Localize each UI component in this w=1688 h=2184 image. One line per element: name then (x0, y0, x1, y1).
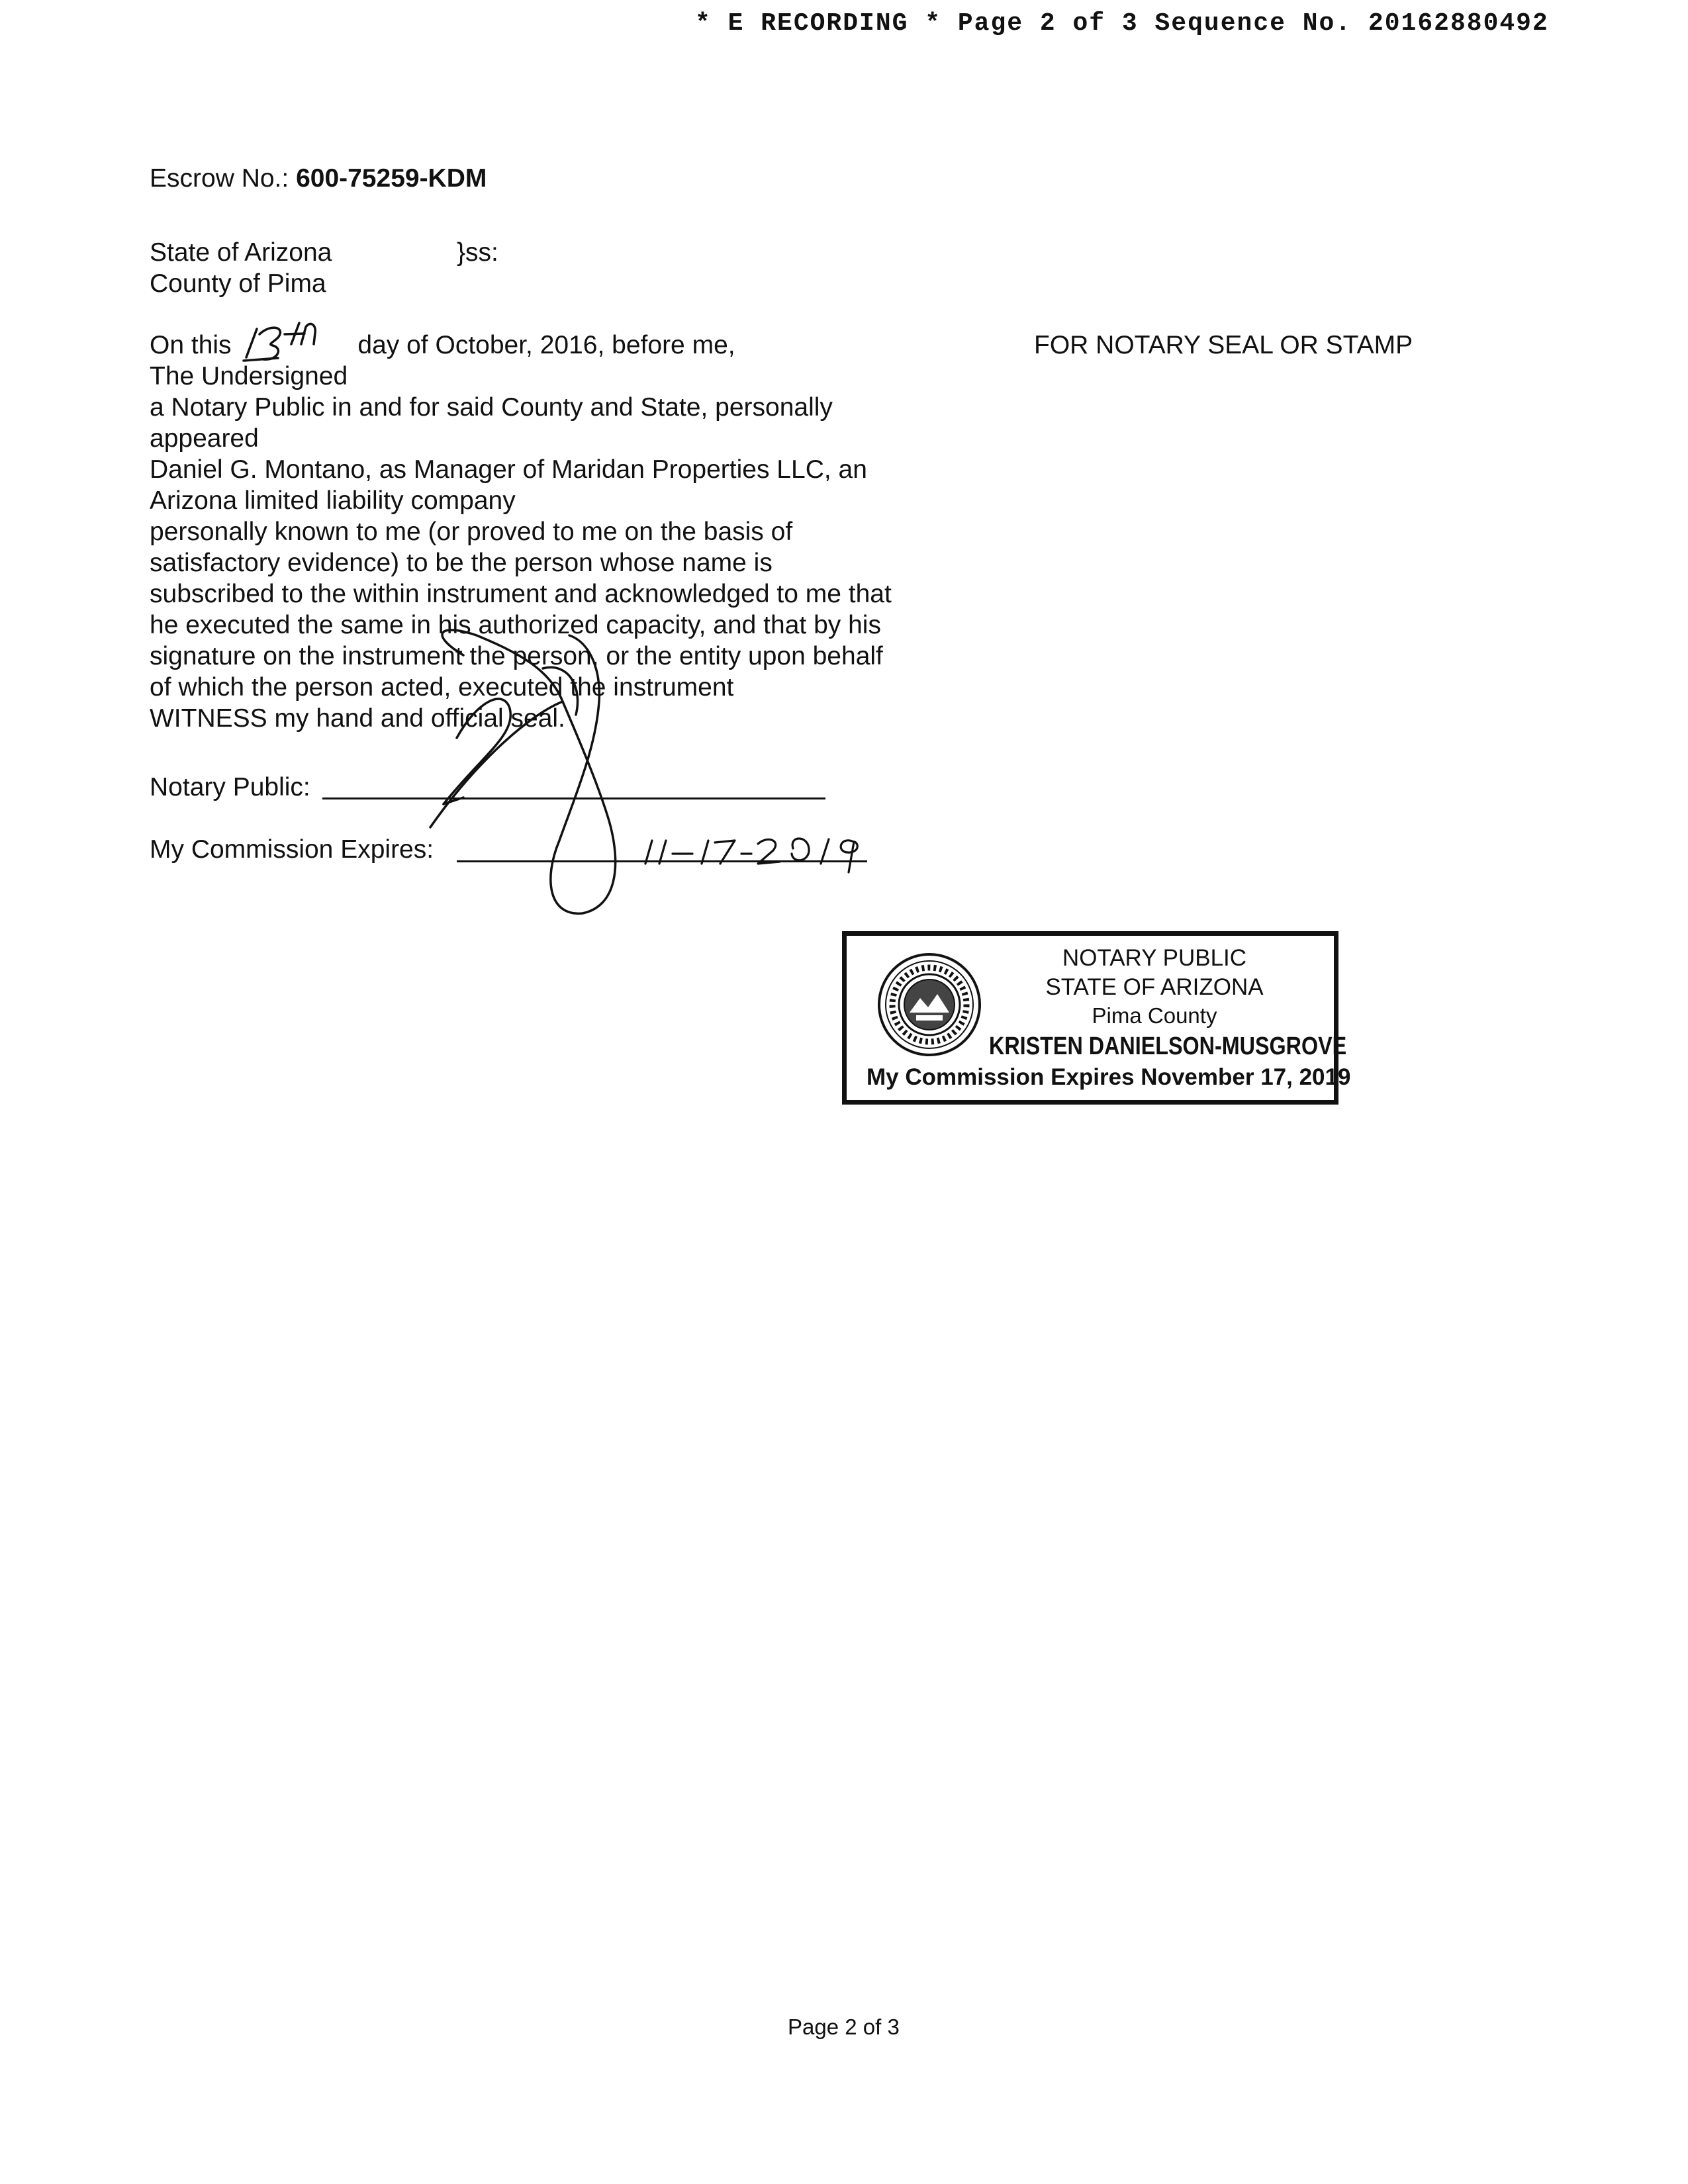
ack-line-6: Arizona limited liability company (150, 486, 516, 515)
stamp-line-notary-public: NOTARY PUBLIC (1062, 945, 1247, 971)
ack-line-5: Daniel G. Montano, as Manager of Maridan Properties LLC, an (150, 455, 867, 484)
ack-line-9: subscribed to the within instrument and acknowledged to me that (150, 580, 892, 608)
seal-area-label: FOR NOTARY SEAL OR STAMP (1034, 331, 1413, 359)
venue-county: County of Pima (150, 269, 326, 298)
ack-line-11: signature on the instrument the person, or the entity upon behalf (150, 642, 883, 670)
venue-ss: }ss: (457, 238, 498, 267)
arizona-seal-icon (876, 952, 982, 1058)
notary-stamp (842, 931, 1351, 1105)
ack-line-8: satisfactory evidence) to be the person whose name is (150, 549, 773, 577)
stamp-line-county: Pima County (1092, 1003, 1217, 1028)
escrow-line (150, 163, 487, 194)
stamp-line-state: STATE OF ARIZONA (1045, 974, 1264, 1000)
ack-line-12: of which the person acted, executed the instrument (150, 673, 734, 702)
ack-line-1-prefix: On this (150, 331, 232, 359)
handwritten-expiration (645, 839, 857, 872)
stamp-line-notary-name: KRISTEN DANIELSON-MUSGROVE (989, 1032, 1347, 1060)
ack-line-1 (150, 330, 970, 361)
escrow-number: 600-75259-KDM (296, 164, 487, 193)
ack-line-7: personally known to me (or proved to me on the basis of (150, 518, 793, 546)
commission-expires-label: My Commission Expires: (150, 835, 434, 864)
escrow-label: Escrow No.: (150, 164, 289, 193)
commission-expires-line (457, 860, 867, 862)
recording-header: * E RECORDING * Page 2 of 3 Sequence No. 20162880492 (695, 9, 1549, 38)
ack-line-4: appeared (150, 424, 259, 453)
notary-signature-line (322, 797, 825, 799)
acknowledgment-block (150, 330, 970, 734)
page-number-footer: Page 2 of 3 (788, 2015, 900, 2039)
ack-line-2: The Undersigned (150, 362, 348, 390)
notary-public-label: Notary Public: (150, 773, 310, 801)
stamp-line-commission: My Commission Expires November 17, 2019 (867, 1064, 1351, 1090)
ack-line-10: he executed the same in his authorized capacity, and that by his (150, 611, 881, 639)
venue-state: State of Arizona (150, 238, 332, 267)
ack-line-1-suffix: day of October, 2016, before me, (357, 331, 735, 359)
ack-line-13: WITNESS my hand and official seal. (150, 704, 565, 733)
ack-line-3: a Notary Public in and for said County and State, personally (150, 393, 833, 422)
